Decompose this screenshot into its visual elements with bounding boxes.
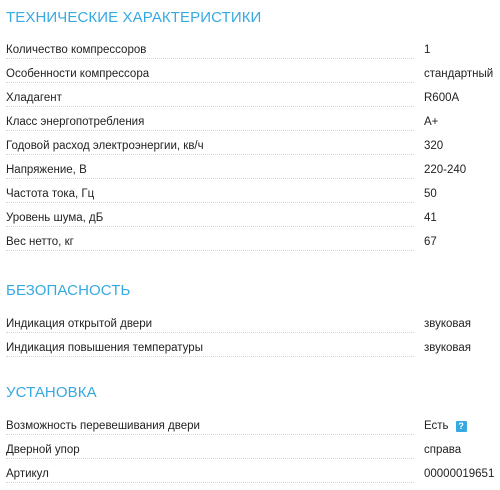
spec-value: 220-240 xyxy=(424,164,467,176)
spec-value: справа xyxy=(424,444,462,456)
spec-value: 67 xyxy=(424,236,437,248)
spec-row-refrigerant xyxy=(0,90,500,114)
spec-row-noise-level xyxy=(0,210,500,234)
spec-value: 50 xyxy=(424,188,437,200)
spec-value: звуковая xyxy=(424,318,472,330)
spec-value: стандартный xyxy=(424,68,494,80)
spec-row-door-stop xyxy=(0,442,500,466)
spec-value: 00000019651 xyxy=(424,468,495,480)
spec-name: Напряжение, В xyxy=(6,162,414,179)
question-mark-icon[interactable]: ? xyxy=(456,421,467,432)
spec-row-door-open-indication xyxy=(0,316,500,340)
spec-value: звуковая xyxy=(424,342,472,354)
spec-name: Годовой расход электроэнергии, кв/ч xyxy=(6,138,414,155)
spec-value: 320 xyxy=(424,140,444,152)
spec-value: R600A xyxy=(424,92,460,104)
section-title-installation: УСТАНОВКА xyxy=(6,384,97,401)
section-title-safety: БЕЗОПАСНОСТЬ xyxy=(6,282,131,299)
spec-name: Особенности компрессора xyxy=(6,66,414,83)
spec-row-compressor-features xyxy=(0,66,500,90)
spec-name: Хладагент xyxy=(6,90,414,107)
spec-row-energy-class xyxy=(0,114,500,138)
spec-row-compressor-count xyxy=(0,42,500,66)
spec-name: Вес нетто, кг xyxy=(6,234,414,251)
spec-name: Возможность перевешивания двери xyxy=(6,418,414,435)
spec-row-frequency xyxy=(0,186,500,210)
spec-value: A+ xyxy=(424,116,439,128)
spec-row-article xyxy=(0,466,500,490)
spec-value xyxy=(424,418,467,434)
spec-name: Индикация открытой двери xyxy=(6,316,414,333)
spec-name: Класс энергопотребления xyxy=(6,114,414,131)
spec-value-text: Есть xyxy=(424,420,449,432)
spec-name: Дверной упор xyxy=(6,442,414,459)
spec-value: 1 xyxy=(424,44,431,56)
spec-name: Количество компрессоров xyxy=(6,42,414,59)
spec-row-temperature-rise-indication xyxy=(0,340,500,364)
spec-name: Артикул xyxy=(6,466,414,483)
spec-row-net-weight xyxy=(0,234,500,258)
section-title-technical: ТЕХНИЧЕСКИЕ ХАРАКТЕРИСТИКИ xyxy=(6,9,262,26)
spec-name: Частота тока, Гц xyxy=(6,186,414,203)
spec-row-annual-consumption xyxy=(0,138,500,162)
spec-row-voltage xyxy=(0,162,500,186)
spec-value: 41 xyxy=(424,212,437,224)
spec-name: Уровень шума, дБ xyxy=(6,210,414,227)
spec-row-door-reversal xyxy=(0,418,500,442)
spec-name: Индикация повышения температуры xyxy=(6,340,414,357)
